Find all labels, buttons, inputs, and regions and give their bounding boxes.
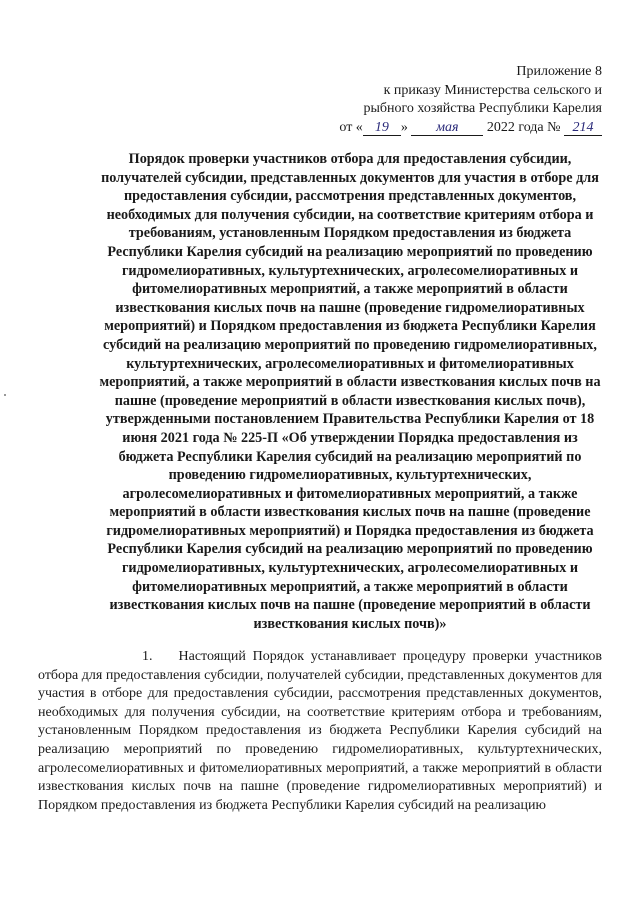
appendix-ministry: рыбного хозяйства Республики Карелия — [363, 101, 602, 117]
date-year: 2022 года № — [486, 119, 561, 135]
appendix-number: Приложение 8 — [516, 64, 602, 79]
paragraph-text: Настоящий Порядок устанавливает процедуру проверки участников отбора для предоставления субсидии, получателей субсидии, представленных документов для участия в отборе для предоставления субсидии, рассмотрения представленных документов, необходимых для получения субсидии, на соответствие критериям отбора и требованиям, установленным Порядком предоставления из бюджета Республики Карелия субсидий на реализацию мероприятий по проведению гидромелиоративных, культуртехнических, агролесомелиоративных и фитомелиоративных мероприятий, а также мероприятий в области известкования кислых почв на пашне (проведение гидромелиоративных мероприятий) и Порядком предоставления из бюджета Республики Карелия субсидий на реализацию — [38, 649, 602, 813]
appendix-date-line — [339, 119, 602, 138]
appendix-header — [339, 63, 602, 137]
appendix-order-ref: к приказу Министерства сельского и — [383, 82, 602, 98]
date-month-handwritten: мая — [411, 120, 483, 136]
date-prefix: от « — [339, 119, 363, 135]
paragraph-number: 1. — [142, 649, 153, 664]
order-number-handwritten: 214 — [564, 120, 602, 136]
document-title: Порядок проверки участников отбора для предоставления субсидии, получателей субсидии, представленных документов для участия в отборе для предоставления субсидии, рассмотрения представленных документов, необходимых для получения субсидии, на соответствие критериям отбора и требованиям, установленным Порядком предоставления из бюджета Республики Карелия субсидий на реализацию мероприятий по проведению гидромелиоративных, культуртехнических, агролесомелиоративных и фитомелиоративных мероприятий, а также мероприятий в области известкования кислых почв на пашне (проведение гидромелиоративных мероприятий) и Порядком предоставления из бюджета Республики Карелия субсидий на реализацию мероприятий по проведению гидромелиоративных, культуртехнических, агролесомелиоративных и фитомелиоративных мероприятий, а также мероприятий в области известкования кислых почв на пашне (проведение мероприятий в области известкования кислых почв), утвержденными постановлением Правительства Республики Карелия от 18 июня 2021 года № 225-П «Об утверждении Порядка предоставления из бюджета Республики Карелия субсидий на реализацию мероприятий по проведению гидромелиоративных, культуртехнических, агролесомелиоративных и фитомелиоративных мероприятий, а также мероприятий в области известкования кислых почв на пашне (проведение гидромелиоративных мероприятий) и Порядка предоставления из бюджета Республики Карелия субсидий на реализацию мероприятий по проведению гидромелиоративных, культуртехнических, агролесомелиоративных и фитомелиоративных мероприятий, а также мероприятий в области известкования кислых почв на пашне (проведение мероприятий в области известкования кислых почв)» — [99, 151, 601, 632]
date-day-handwritten: 19 — [363, 120, 401, 136]
scan-speck — [4, 394, 6, 396]
date-mid: » — [400, 119, 408, 135]
paragraph-1 — [38, 648, 602, 815]
